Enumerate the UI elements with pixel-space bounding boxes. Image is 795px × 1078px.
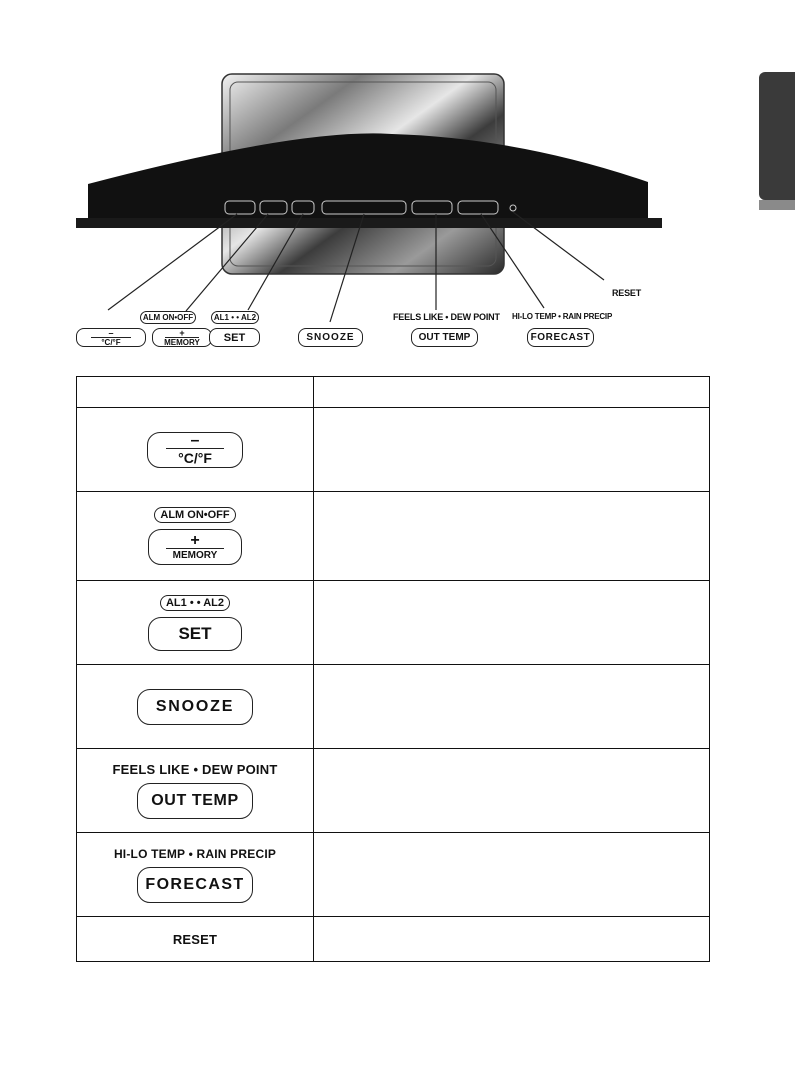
feels-like-callout: FEELS LIKE • DEW POINT <box>393 312 500 322</box>
hilo-callout: HI-LO TEMP • RAIN PRECIP <box>512 312 613 321</box>
table-cell-description <box>314 665 710 749</box>
table-header-row <box>77 377 710 408</box>
forecast-button: FORECAST <box>137 867 253 903</box>
table-cell-button <box>77 665 314 749</box>
table-row <box>77 581 710 665</box>
weather-station-illustration <box>0 0 795 360</box>
table-row <box>77 917 710 962</box>
reset-callout: RESET <box>612 288 642 298</box>
memory-button: + MEMORY <box>148 529 242 565</box>
out-temp-button: OUT TEMP <box>137 783 253 819</box>
set-button: SET <box>148 617 242 651</box>
table-cell-description <box>314 581 710 665</box>
reset-label: RESET <box>172 931 218 947</box>
table-cell-button <box>77 749 314 833</box>
table-cell-button <box>77 492 314 581</box>
table-cell-description <box>314 833 710 917</box>
table-row <box>77 492 710 581</box>
table-row <box>77 749 710 833</box>
table-cell-button <box>77 408 314 492</box>
alarm-tag-callout: ALM ON•OFF <box>140 311 196 324</box>
table-row <box>77 665 710 749</box>
table-header-button <box>77 377 314 408</box>
section-tab-cap <box>759 200 795 210</box>
celsius-button-callout: – °C/°F <box>76 328 146 347</box>
al-tag: AL1 • • AL2 <box>160 595 230 611</box>
section-tab <box>759 72 795 200</box>
table-cell-button <box>77 917 314 962</box>
celsius-button: – °C/°F <box>147 432 243 468</box>
table-cell-button <box>77 581 314 665</box>
table-row <box>77 408 710 492</box>
out-temp-button-callout: OUT TEMP <box>411 328 478 347</box>
hilo-label: HI-LO TEMP • RAIN PRECIP <box>113 846 277 861</box>
snooze-button-callout: SNOOZE <box>298 328 363 347</box>
table-cell-description <box>314 917 710 962</box>
table-cell-description <box>314 749 710 833</box>
feels-like-label: FEELS LIKE • DEW POINT <box>112 762 278 777</box>
forecast-button-callout: FORECAST <box>527 328 594 347</box>
memory-button-callout: + MEMORY <box>152 328 212 347</box>
set-button-callout: SET <box>209 328 260 347</box>
table-cell-description <box>314 408 710 492</box>
snooze-button: SNOOZE <box>137 689 253 725</box>
table-cell-button <box>77 833 314 917</box>
table-row <box>77 833 710 917</box>
button-function-table <box>76 376 710 962</box>
table-cell-description <box>314 492 710 581</box>
table-header-description <box>314 377 710 408</box>
al-tag-callout: AL1 • • AL2 <box>211 311 259 324</box>
alarm-tag: ALM ON•OFF <box>154 507 235 523</box>
